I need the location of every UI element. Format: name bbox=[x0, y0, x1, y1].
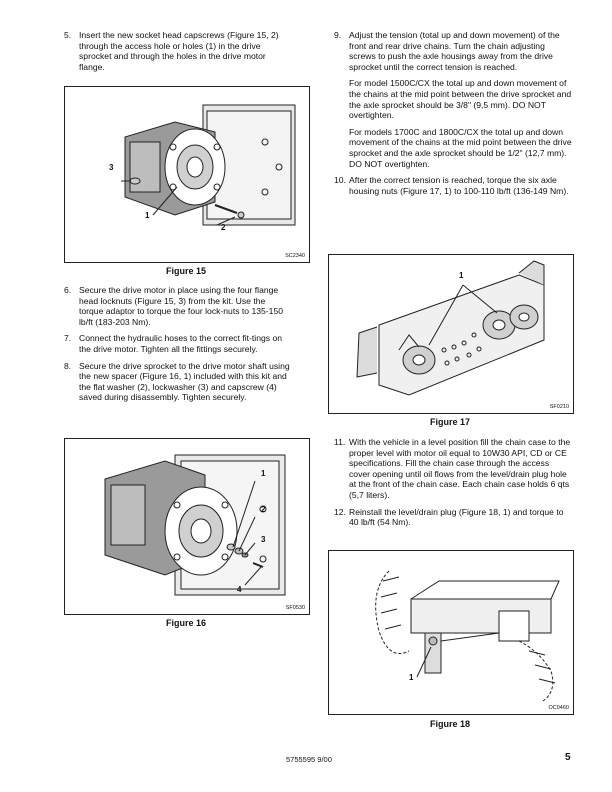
step-text: Adjust the tension (total up and down movement) of the front and rear drive chains. Turn the chain adjusting screws to push the axle housings away from the drive sprocket until the correct tension is reached. bbox=[349, 30, 560, 72]
step-12 bbox=[334, 507, 572, 528]
figure-code: OC0460 bbox=[548, 705, 569, 711]
step-text: Connect the hydraulic hoses to the correct fit-tings on the drive motor. Tighten all the fittings securely. bbox=[79, 333, 283, 354]
figure-code: SF0530 bbox=[285, 605, 305, 611]
figure-15-illustration bbox=[64, 86, 310, 263]
step-number: 11. bbox=[334, 437, 346, 447]
step-text: After the correct tension is reached, torque the six axle housing nuts (Figure 17, 1) to 100-110 lb/ft (136-149 Nm). bbox=[349, 175, 569, 196]
step-text: Reinstall the level/drain plug (Figure 18, 1) and torque to 40 lb/ft (54 Nm). bbox=[349, 506, 564, 528]
callout-1: 1 bbox=[261, 469, 266, 478]
callout-1: 1 bbox=[409, 673, 414, 682]
callout-2: 2 bbox=[261, 505, 266, 514]
step-number: 6. bbox=[64, 285, 72, 295]
figure-code: SF0210 bbox=[549, 404, 569, 410]
footer-part-number-date: 5755595 9/00 bbox=[286, 755, 332, 764]
figure-15-caption: Figure 15 bbox=[165, 266, 206, 276]
callout-1: 1 bbox=[145, 211, 150, 220]
left-column-top bbox=[64, 30, 292, 78]
right-column-bottom bbox=[334, 437, 572, 534]
step-number: 7. bbox=[64, 333, 72, 344]
figure-18-caption: Figure 18 bbox=[429, 719, 470, 729]
right-column-top bbox=[334, 30, 572, 202]
step-number: 8. bbox=[64, 360, 72, 371]
step-number: 9. bbox=[334, 30, 342, 40]
callout-3: 3 bbox=[261, 535, 266, 544]
step-number: 5. bbox=[64, 30, 72, 40]
step-9 bbox=[334, 30, 572, 169]
step-text: For models 1700C and 1800C/CX the total up and down movement of the chains at the mid point between the drive sprocket and the axle sprocket should be 1/2" (12,7 mm). DO NOT overtighten. bbox=[349, 126, 572, 169]
step-text: Secure the drive sprocket to the drive motor shaft using the new spacer (Figure 16, 1) included with this kit and the flat washer (2), lockwasher (3) and capscrew (4) saved during disassembly. Tighten securely. bbox=[79, 360, 290, 403]
figure-17-caption: Figure 17 bbox=[429, 417, 470, 427]
step-number: 10. bbox=[334, 175, 346, 186]
callout-2: 2 bbox=[221, 223, 226, 232]
step-text: For model 1500C/CX the total up and down movement of the chains at the mid point between the drive sprocket and the axle sprocket should be 3/8" (9,5 mm). DO NOT overtighten. bbox=[349, 78, 572, 121]
step-text: Secure the drive motor in place using the four flange head locknuts (Figure 15, 3) from the kit. Use the torque adaptor to torque the four lock-nuts to 135-150 lb/ft (183-203 Nm). bbox=[79, 285, 283, 327]
step-5 bbox=[64, 30, 292, 72]
step-11 bbox=[334, 437, 572, 501]
figure-code: SC2340 bbox=[285, 253, 305, 259]
left-column-bottom bbox=[64, 285, 292, 409]
figure-16-illustration bbox=[64, 438, 310, 615]
step-number: 12. bbox=[334, 506, 346, 517]
step-text: With the vehicle in a level position fill the chain case to the proper level with motor oil equal to 10W30 API, CD or CE specifications. Fill the chain case through the access cover opening until oil flows from the level/drain plug hole at the front of the chain case. Each chain case holds 6 qts (5,7 liters). bbox=[349, 437, 571, 500]
page-number: 5 bbox=[565, 752, 571, 763]
step-7 bbox=[64, 333, 292, 354]
step-10 bbox=[334, 175, 572, 196]
figure-18-illustration bbox=[328, 550, 574, 715]
callout-1: 1 bbox=[459, 271, 464, 280]
callout-4: 4 bbox=[237, 585, 242, 594]
step-6 bbox=[64, 285, 292, 327]
callout-3: 3 bbox=[109, 163, 114, 172]
figure-16-caption: Figure 16 bbox=[165, 618, 206, 628]
figure-17-illustration bbox=[328, 254, 574, 414]
step-text: Insert the new socket head capscrews (Figure 15, 2) through the access hole or holes (1) in the drive sprocket and through the holes in the drive motor flange. bbox=[79, 30, 279, 72]
step-8 bbox=[64, 361, 292, 403]
